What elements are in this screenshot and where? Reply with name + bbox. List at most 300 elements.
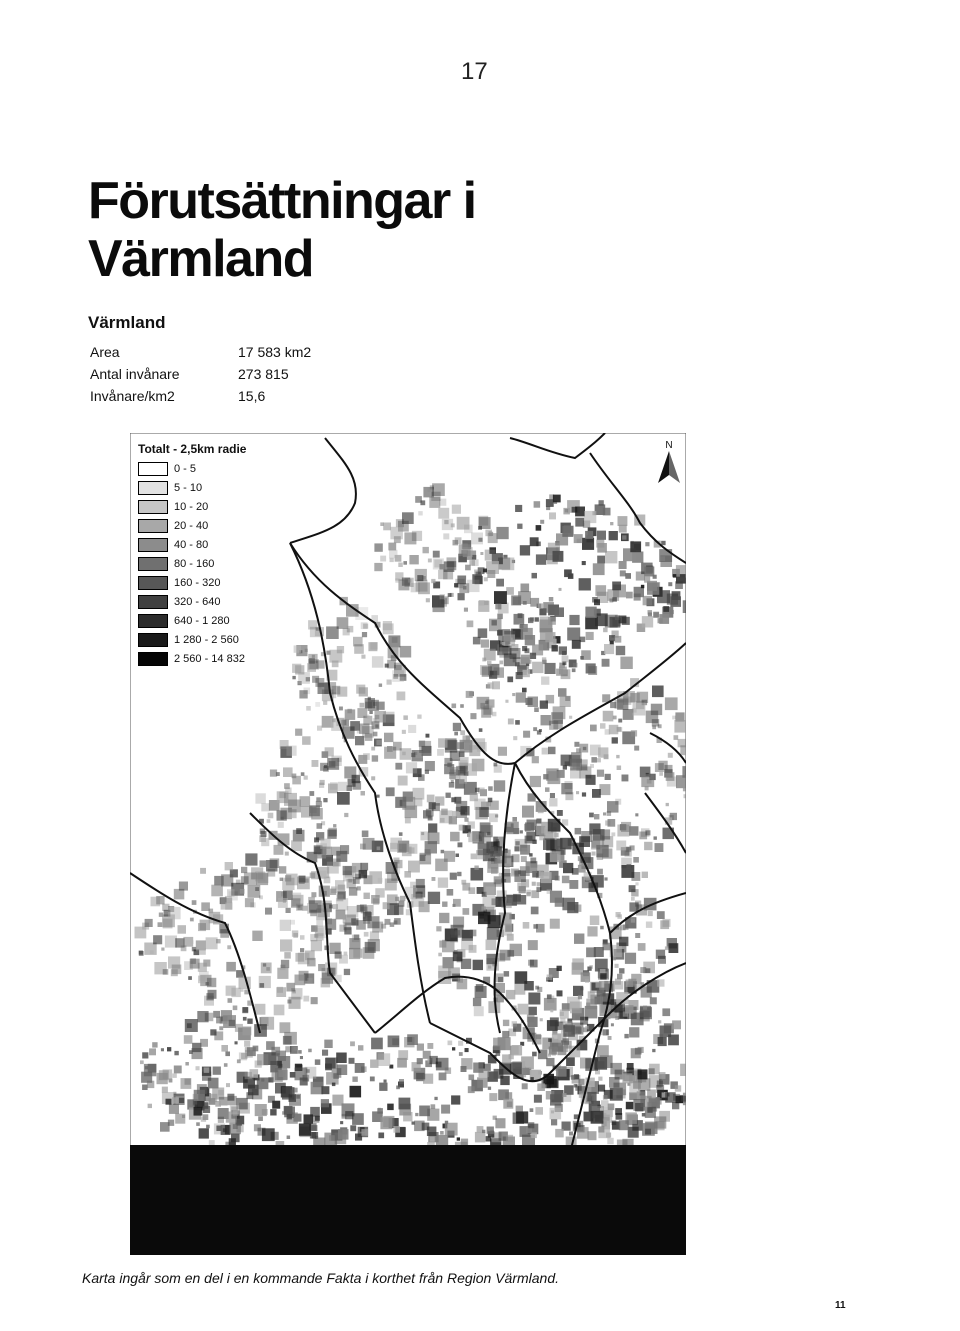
density-cell — [445, 1123, 458, 1136]
density-cell — [676, 775, 686, 788]
density-cell — [519, 886, 526, 893]
density-cell — [352, 1113, 364, 1125]
density-cell — [402, 752, 406, 756]
density-cell — [203, 1106, 210, 1113]
density-cell — [615, 700, 624, 709]
density-cell — [512, 1045, 522, 1056]
density-cell — [652, 719, 659, 726]
density-cell — [440, 1131, 444, 1135]
density-cell — [595, 585, 606, 596]
density-cell — [385, 879, 397, 891]
density-cell — [659, 1072, 666, 1079]
density-cell — [312, 760, 319, 767]
density-cell — [580, 656, 584, 660]
density-cell — [293, 1047, 297, 1051]
density-cell — [507, 677, 513, 683]
density-cell — [571, 752, 582, 763]
density-cell — [344, 813, 348, 817]
density-cell — [225, 903, 232, 910]
density-cell — [478, 601, 489, 612]
density-cell — [560, 1010, 569, 1019]
density-cell — [190, 940, 194, 944]
density-cell — [497, 630, 503, 636]
density-cell — [201, 1117, 206, 1122]
density-cell — [666, 772, 675, 781]
density-cell — [531, 907, 539, 915]
density-cell — [277, 1061, 282, 1066]
density-cell — [577, 539, 581, 543]
density-cell — [365, 702, 372, 709]
density-cell — [610, 1063, 622, 1075]
density-cell — [488, 798, 493, 803]
density-cell — [284, 1032, 297, 1045]
density-cell — [504, 850, 511, 857]
density-cell — [188, 976, 192, 980]
density-cell — [530, 617, 534, 621]
density-cell — [438, 508, 449, 519]
density-cell — [563, 1025, 575, 1037]
density-cell — [247, 1047, 256, 1056]
density-cell — [498, 977, 503, 982]
density-cell — [545, 663, 556, 674]
density-cell — [505, 1092, 512, 1099]
density-cell — [260, 983, 265, 988]
density-cell — [231, 988, 240, 997]
density-cell — [464, 525, 473, 534]
density-cell — [489, 619, 502, 632]
density-cell — [365, 715, 369, 719]
density-cell — [641, 774, 654, 787]
density-cell — [560, 838, 572, 850]
density-cell — [159, 1070, 169, 1080]
map-legend — [136, 440, 252, 672]
density-cell — [332, 1095, 343, 1106]
density-cell — [475, 1132, 486, 1143]
density-cell — [225, 862, 233, 870]
density-cell — [575, 1084, 581, 1090]
density-cell — [665, 697, 678, 710]
density-cell — [430, 1137, 435, 1142]
density-cell — [574, 742, 579, 747]
density-cell — [361, 622, 368, 629]
density-cell — [592, 789, 601, 798]
density-cell — [562, 876, 570, 884]
density-cell — [570, 1002, 582, 1014]
density-cell — [550, 1094, 561, 1105]
density-cell — [202, 1072, 211, 1081]
density-cell — [184, 1035, 193, 1044]
density-cell — [473, 960, 483, 970]
density-cell — [550, 919, 560, 929]
title-line-1: Förutsättningar i — [88, 172, 476, 230]
density-cell — [500, 1076, 509, 1085]
density-cell — [641, 986, 652, 997]
density-cell — [530, 1108, 534, 1112]
density-cell — [543, 774, 548, 779]
density-cell — [318, 683, 329, 694]
density-cell — [453, 540, 459, 546]
density-cell — [619, 525, 627, 533]
density-cell — [597, 1045, 609, 1057]
density-cell — [315, 1116, 320, 1121]
density-cell — [247, 1019, 252, 1024]
density-cell — [542, 748, 549, 755]
density-cell — [548, 747, 556, 755]
density-cell — [182, 1115, 185, 1118]
density-cell — [598, 747, 608, 757]
density-cell — [638, 1047, 644, 1053]
density-cell — [469, 945, 477, 953]
density-cell — [611, 1023, 614, 1026]
density-cell — [497, 614, 503, 620]
density-cell — [654, 1116, 666, 1128]
density-cell — [289, 997, 301, 1009]
density-cell — [616, 841, 626, 851]
density-cell — [384, 1080, 387, 1083]
density-cell — [567, 628, 580, 641]
density-cell — [450, 832, 460, 842]
density-cell — [645, 1129, 651, 1135]
density-cell — [274, 1005, 285, 1016]
density-cell — [616, 755, 619, 758]
legend-label: 80 - 160 — [174, 557, 215, 570]
density-cell — [503, 1020, 509, 1026]
density-cell — [169, 1104, 179, 1114]
density-cell — [338, 782, 347, 791]
density-cell — [308, 620, 317, 629]
density-cell — [169, 1079, 173, 1083]
density-cell — [532, 573, 538, 579]
density-cell — [603, 1095, 608, 1100]
density-cell — [544, 998, 557, 1011]
density-cell — [412, 1122, 415, 1125]
density-cell — [505, 700, 508, 703]
density-cell — [425, 856, 431, 862]
density-cell — [526, 698, 533, 705]
density-cell — [261, 838, 269, 846]
density-cell — [525, 822, 534, 831]
density-cell — [578, 995, 582, 999]
density-cell — [418, 511, 422, 515]
density-cell — [597, 531, 606, 540]
density-cell — [457, 1137, 460, 1140]
density-cell — [389, 550, 398, 559]
density-cell — [312, 676, 319, 683]
density-cell — [402, 512, 414, 524]
density-cell — [284, 783, 290, 789]
density-cell — [200, 1039, 208, 1047]
density-cell — [478, 912, 490, 924]
density-cell — [390, 527, 403, 540]
density-cell — [477, 887, 484, 894]
density-cell — [371, 776, 375, 780]
density-cell — [518, 1004, 529, 1015]
density-cell — [668, 1035, 679, 1046]
density-cell — [647, 583, 659, 595]
north-arrow-icon — [653, 440, 685, 490]
density-cell — [552, 1034, 561, 1043]
density-cell — [244, 873, 257, 886]
density-cell — [633, 703, 646, 716]
density-cell — [388, 543, 396, 551]
density-cell — [294, 645, 301, 652]
density-cell — [400, 646, 412, 658]
density-cell — [669, 943, 679, 953]
density-cell — [444, 851, 455, 862]
density-cell — [481, 640, 489, 648]
density-cell — [311, 997, 318, 1004]
density-cell — [591, 757, 597, 763]
density-cell — [168, 1120, 174, 1126]
density-cell — [450, 873, 457, 880]
density-cell — [429, 802, 436, 809]
density-cell — [295, 1068, 308, 1081]
density-cell — [478, 843, 490, 855]
density-cell — [597, 543, 607, 553]
density-cell — [255, 1004, 266, 1015]
density-cell — [172, 1073, 177, 1078]
density-cell — [395, 897, 399, 901]
density-cell — [326, 626, 339, 639]
density-cell — [592, 852, 596, 856]
density-cell — [206, 1125, 210, 1129]
density-cell — [300, 948, 304, 952]
north-label: N — [665, 440, 673, 451]
density-cell — [322, 1050, 328, 1056]
density-cell — [237, 1120, 242, 1125]
density-cell — [194, 1107, 203, 1116]
density-cell — [438, 738, 447, 747]
density-cell — [474, 866, 478, 870]
density-cell — [545, 632, 555, 642]
density-cell — [597, 758, 601, 762]
density-cell — [372, 922, 383, 933]
density-cell — [521, 856, 527, 862]
density-cell — [510, 648, 521, 659]
density-cell — [213, 1067, 221, 1075]
density-cell — [608, 1036, 612, 1040]
map-bottom-band — [130, 1145, 686, 1255]
north-arrow-shape — [656, 451, 682, 483]
density-cell — [615, 636, 622, 643]
density-cell — [609, 531, 618, 540]
density-cell — [496, 579, 504, 587]
density-cell — [612, 582, 621, 591]
density-cell — [390, 922, 395, 927]
density-cell — [221, 1045, 228, 1052]
density-cell — [409, 555, 418, 564]
density-cell — [387, 1104, 394, 1111]
density-cell — [617, 766, 622, 771]
density-cell — [579, 744, 588, 753]
density-cell — [674, 720, 686, 733]
density-cell — [343, 866, 352, 875]
density-cell — [621, 822, 631, 832]
legend-label: 640 - 1 280 — [174, 614, 230, 627]
density-cell — [547, 975, 553, 981]
density-cell — [293, 830, 305, 842]
density-cell — [363, 912, 372, 921]
density-cell — [573, 663, 578, 668]
density-cell — [549, 798, 557, 806]
density-cell — [681, 1096, 686, 1102]
density-cell — [623, 1011, 628, 1016]
density-cell — [615, 1108, 622, 1115]
density-cell — [336, 1053, 347, 1064]
density-cell — [261, 963, 272, 974]
density-cell — [198, 923, 206, 931]
density-cell — [547, 1020, 558, 1031]
density-cell — [268, 1096, 275, 1103]
density-cell — [371, 747, 375, 751]
density-cell — [548, 1054, 551, 1057]
density-cell — [600, 926, 604, 930]
density-cell — [645, 542, 649, 546]
density-cell — [199, 1128, 209, 1138]
density-cell — [602, 659, 610, 667]
density-cell — [532, 882, 536, 886]
density-cell — [619, 968, 624, 973]
density-cell — [344, 952, 348, 956]
density-cell — [643, 596, 652, 605]
density-cell — [438, 953, 442, 957]
density-cell — [404, 532, 416, 544]
density-cell — [337, 687, 347, 697]
density-cell — [581, 765, 587, 771]
density-cell — [174, 1051, 178, 1055]
density-cell — [537, 1083, 545, 1091]
density-cell — [553, 551, 564, 562]
page-number: 17 — [461, 58, 488, 85]
density-cell — [635, 813, 638, 816]
density-cell — [605, 551, 617, 563]
density-cell — [477, 1077, 488, 1088]
density-cell — [427, 795, 435, 803]
density-cell — [329, 943, 340, 954]
density-cell — [569, 1132, 573, 1136]
density-cell — [474, 1006, 484, 1016]
density-cell — [628, 979, 636, 987]
density-cell — [386, 787, 395, 796]
density-cell — [280, 740, 289, 749]
density-cell — [577, 1127, 589, 1139]
density-cell — [490, 847, 494, 851]
density-cell — [327, 830, 336, 839]
density-cell — [513, 894, 521, 902]
density-cell — [592, 597, 598, 603]
density-cell — [656, 1085, 664, 1093]
density-cell — [147, 1081, 154, 1088]
density-cell — [227, 889, 235, 897]
density-cell — [646, 922, 652, 928]
density-cell — [379, 684, 382, 687]
density-cell — [178, 925, 187, 934]
density-cell — [428, 832, 440, 844]
legend-item — [138, 630, 246, 649]
density-cell — [301, 772, 305, 776]
density-cell — [347, 709, 352, 714]
density-cell — [362, 831, 369, 838]
density-cell — [323, 701, 327, 705]
density-cell — [436, 926, 441, 931]
density-cell — [405, 818, 411, 824]
density-cell — [547, 771, 560, 784]
legend-swatch — [138, 557, 168, 571]
density-cell — [453, 952, 463, 962]
density-cell — [307, 978, 312, 983]
density-cell — [172, 1097, 178, 1103]
density-cell — [522, 1068, 529, 1075]
density-cell — [515, 505, 522, 512]
density-cell — [623, 709, 634, 720]
density-cell — [448, 593, 452, 597]
density-cell — [598, 1077, 602, 1081]
legend-title: Totalt - 2,5km radie — [138, 442, 247, 456]
density-cell — [536, 824, 547, 835]
density-cell — [167, 1047, 171, 1051]
density-cell — [578, 1079, 584, 1085]
density-cell — [603, 812, 606, 815]
density-cell — [219, 1026, 223, 1030]
density-cell — [225, 1052, 230, 1057]
density-cell — [287, 1136, 291, 1140]
density-cell — [483, 569, 487, 573]
legend-label: 160 - 320 — [174, 576, 221, 589]
density-cell — [505, 864, 509, 868]
density-cell — [542, 657, 546, 661]
density-cell — [646, 968, 651, 973]
density-cell — [585, 979, 589, 983]
density-cell — [657, 911, 665, 919]
density-cell — [292, 676, 295, 679]
density-cell — [458, 842, 463, 847]
density-cell — [329, 905, 333, 909]
density-cell — [456, 854, 460, 858]
density-cell — [400, 896, 405, 901]
density-cell — [590, 725, 597, 732]
density-cell — [416, 580, 428, 592]
density-cell — [387, 680, 392, 685]
density-cell — [555, 876, 560, 881]
density-cell — [204, 1067, 210, 1073]
density-cell — [254, 1024, 267, 1037]
density-cell — [500, 950, 511, 961]
density-cell — [528, 940, 538, 950]
density-cell — [433, 551, 440, 558]
density-cell — [303, 996, 309, 1002]
density-cell — [543, 602, 554, 613]
density-cell — [521, 584, 530, 593]
density-cell — [438, 966, 450, 978]
density-cell — [451, 925, 464, 938]
density-cell — [375, 888, 384, 897]
density-cell — [383, 523, 391, 531]
density-cell — [491, 867, 498, 874]
density-cell — [541, 677, 549, 685]
density-cell — [597, 770, 604, 777]
density-cell — [447, 889, 454, 896]
density-cell — [479, 807, 489, 817]
facts-label: Area — [90, 344, 120, 360]
legend-item — [138, 611, 246, 630]
density-cell — [452, 1047, 455, 1050]
density-cell — [572, 507, 578, 513]
density-cell — [350, 1041, 355, 1046]
density-cell — [377, 847, 381, 851]
density-cell — [332, 1083, 336, 1087]
density-cell — [473, 637, 481, 645]
density-cell — [461, 959, 471, 969]
